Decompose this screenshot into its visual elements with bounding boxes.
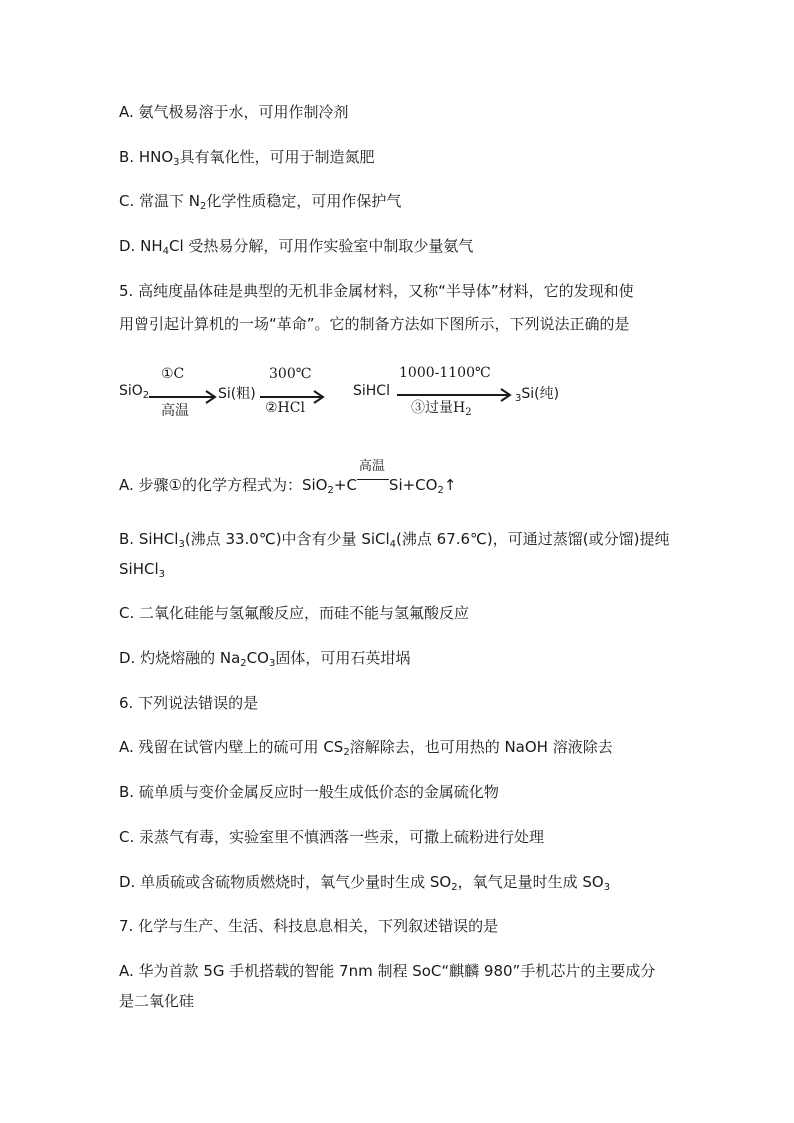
scheme-step3-reagent: ③过量$H_2$ [411, 400, 472, 418]
q5-option-a: A. 步骤①的化学方程式为：SiO$_2$+C 高温 $Si+CO_2↑$ [119, 459, 457, 496]
scheme-step1-condition: 高温 [161, 403, 189, 419]
scheme-step2-condition: 300℃ [269, 366, 312, 382]
scheme-sio2: SiO$_2$ [119, 383, 150, 401]
scheme-product: $_3$Si(纯) [515, 386, 560, 404]
q6-option-c: C. 汞蒸气有毒，实验室里不慎洒落一些汞，可撒上硫粉进行处理 [119, 828, 545, 846]
q7-option-a-line1: A. 华为首款 5G 手机搭载的智能 7nm 制程 SoC“麒麟 980”手机芯片的主要成分 [119, 962, 656, 980]
q6-option-d: D. 单质硫或含硫物质燃烧时，氧气少量时生成 $SO_2$，氧气足量时生成 $SO_3$ [119, 873, 611, 893]
scheme-step3-condition: 1000-1100℃ [399, 365, 491, 381]
q7-option-a-line2: 是二氧化硅 [119, 992, 195, 1010]
scheme-arrows [119, 364, 679, 424]
q5-option-c: C. 二氧化硅能与氢氟酸反应，而硅不能与氢氟酸反应 [119, 604, 470, 622]
q6-option-a: A. 残留在试管内壁上的硫可用 $CS_2$溶解除去，也可用热的 NaOH 溶液除去 [119, 738, 613, 758]
q5-stem-line1: 5. 高纯度晶体硅是典型的无机非金属材料，又称“半导体”材料，它的发现和使 [119, 282, 634, 300]
q6-option-b: B. 硫单质与变价金属反应时一般生成低价态的金属硫化物 [119, 783, 499, 801]
q6-stem: 6. 下列说法错误的是 [119, 694, 259, 712]
q5-stem-line2: 用曾引起计算机的一场“革命”。它的制备方法如下图所示，下列说法正确的是 [119, 315, 630, 333]
q5-option-b-line2: SiHCl$_3$ [119, 560, 165, 580]
q5-option-b-line1: B. SiHCl$_3$(沸点 33.0℃)中含有少量 SiCl$_4$(沸点 67.6℃)，可通过蒸馏(或分馏)提纯 [119, 530, 670, 550]
q5-reaction-scheme [119, 364, 679, 424]
q4-option-a: A. 氨气极易溶于水，可用作制冷剂 [119, 103, 349, 121]
equation-condition: 高温 [357, 470, 389, 490]
scheme-sihcl: SiHCl [353, 383, 390, 399]
q7-stem: 7. 化学与生产、生活、科技息息相关，下列叙述错误的是 [119, 917, 499, 935]
q4-option-d: D. $NH_4Cl$ 受热易分解，可用作实验室中制取少量氨气 [119, 237, 474, 257]
scheme-step1-reagent: ①C [161, 366, 185, 382]
q5-option-d: D. 灼烧熔融的 $Na_2CO_3$固体，可用石英坩埚 [119, 649, 411, 669]
scheme-step2-reagent: ②HCl [265, 400, 305, 416]
q4-option-c: C. 常温下 $N_2$化学性质稳定，可用作保护气 [119, 192, 402, 212]
scheme-si-crude: Si(粗) [218, 386, 256, 402]
q4-option-b: B. $HNO_3$具有氧化性，可用于制造氮肥 [119, 148, 375, 168]
